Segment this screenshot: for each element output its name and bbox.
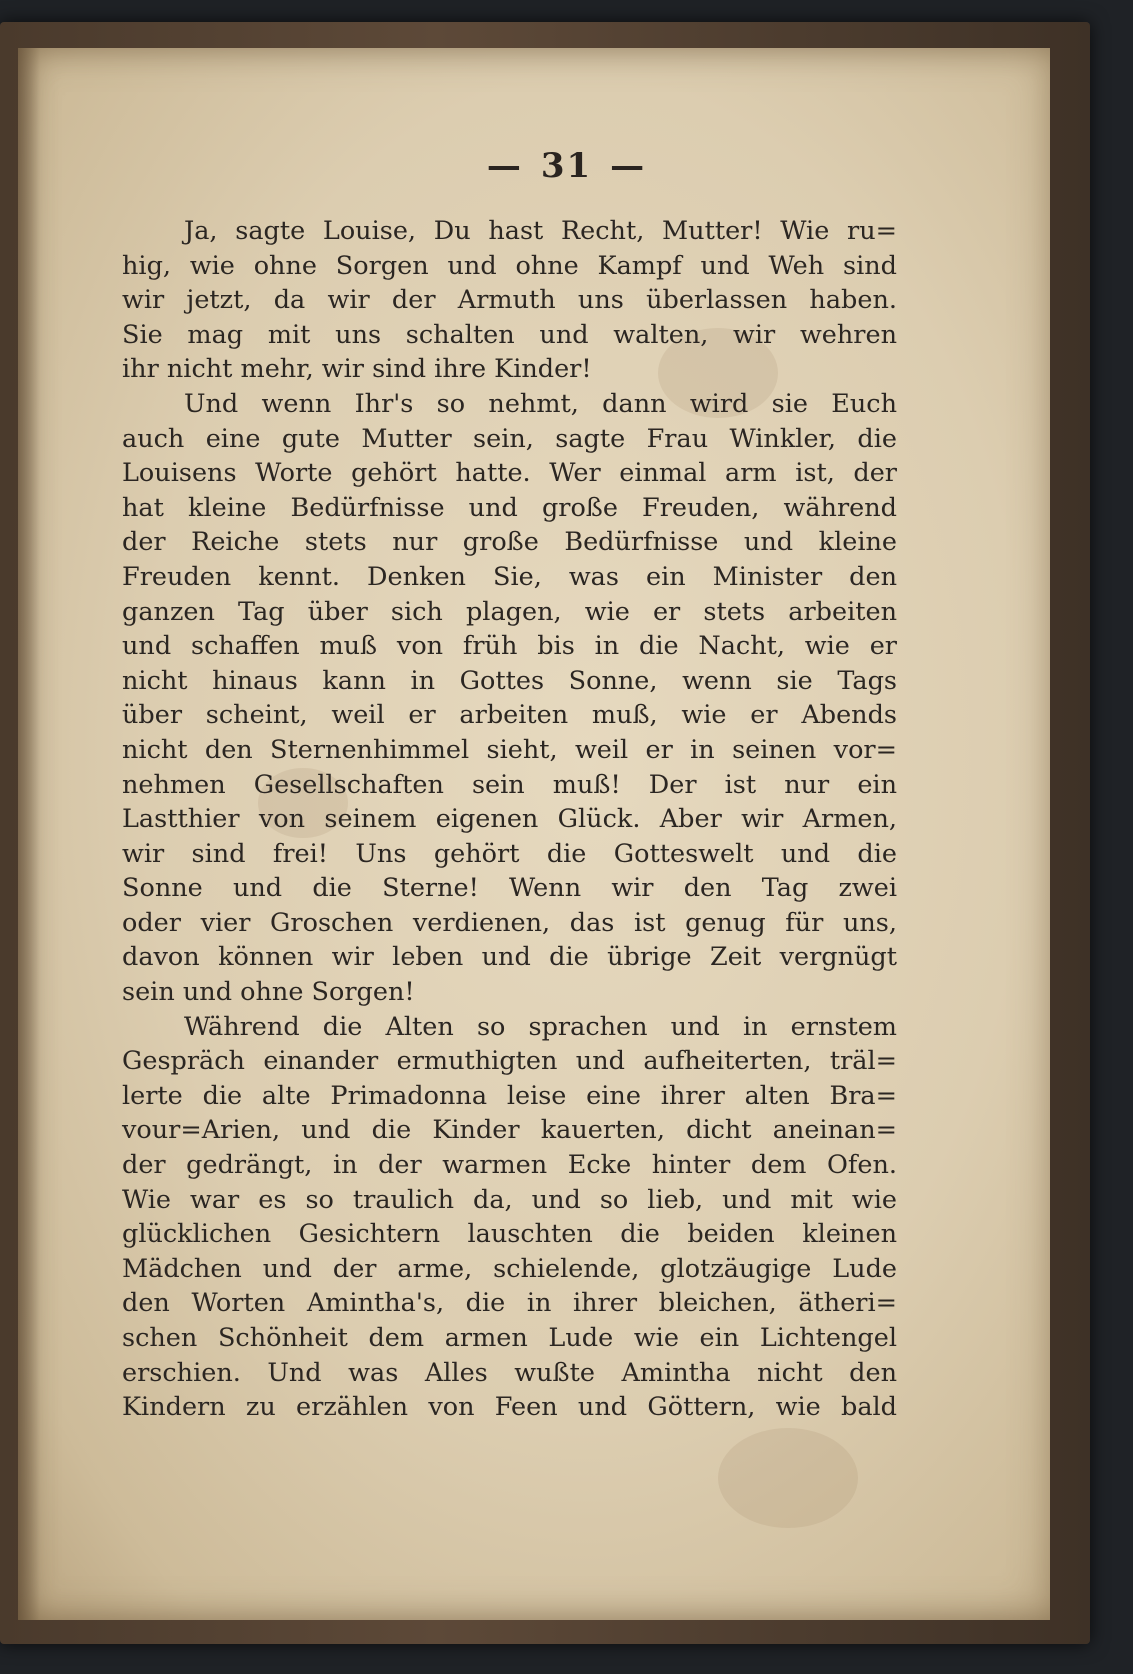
text-line: wir jetzt, da wir der Armuth uns überlassen haben. (122, 285, 897, 316)
text-line: vour=Arien, und die Kinder kauerten, dicht aneinan= (122, 1115, 897, 1146)
text-line: glücklichen Gesichtern lauschten die beiden kleinen (122, 1219, 897, 1250)
text-line: Lastthier von seinem eigenen Glück. Aber wir Armen, (122, 804, 897, 835)
text-line: lerte die alte Primadonna leise eine ihrer alten Bra= (122, 1080, 897, 1111)
text-line: erschien. Und was Alles wußte Amintha nicht den (122, 1357, 897, 1388)
text-line: über scheint, weil er arbeiten muß, wie er Abends (122, 700, 897, 731)
text-line: Mädchen und der arme, schielende, glotzäugige Lude (122, 1253, 897, 1284)
page-header (0, 146, 1133, 186)
text-line: hig, wie ohne Sorgen und ohne Kampf und Weh sind (122, 250, 897, 281)
text-line: nehmen Gesellschaften sein muß! Der ist nur ein (122, 769, 897, 800)
text-line: Sie mag mit uns schalten und walten, wir wehren (122, 319, 897, 350)
body-text (122, 214, 897, 1425)
text-line: Freuden kennt. Denken Sie, was ein Minister den (122, 561, 897, 592)
text-line: Und wenn Ihr's so nehmt, dann wird sie Euch (184, 388, 897, 419)
text-line: ganzen Tag über sich plagen, wie er stets arbeiten (122, 596, 897, 627)
text-line: und schaffen muß von früh bis in die Nacht, wie er (122, 631, 897, 662)
text-line: den Worten Amintha's, die in ihrer bleichen, ätheri= (122, 1288, 897, 1319)
text-line: Gespräch einander ermuthigten und aufheiterten, träl= (122, 1046, 897, 1077)
paper-stain (718, 1428, 858, 1528)
text-line: Wie war es so traulich da, und so lieb, und mit wie (122, 1184, 897, 1215)
text-line: schen Schönheit dem armen Lude wie ein Lichtengel (122, 1323, 897, 1353)
page-gutter-shadow (18, 48, 40, 1620)
text-line: nicht hinaus kann in Gottes Sonne, wenn sie Tags (122, 665, 897, 696)
text-line: der gedrängt, in der warmen Ecke hinter dem Ofen. (122, 1150, 897, 1181)
text-line: wir sind frei! Uns gehört die Gotteswelt und die (122, 838, 897, 869)
text-line: oder vier Groschen verdienen, das ist genug für uns, (122, 907, 897, 938)
text-line: nicht den Sternenhimmel sieht, weil er in seinen vor= (122, 734, 897, 765)
text-line: Ja, sagte Louise, Du hast Recht, Mutter! Wie ru= (184, 216, 897, 246)
text-line: auch eine gute Mutter sein, sagte Frau Winkler, die (122, 423, 897, 454)
text-line: Während die Alten so sprachen und in ernstem (184, 1011, 897, 1042)
text-line: der Reiche stets nur große Bedürfnisse und kleine (122, 527, 897, 558)
header-dash-left: — (486, 146, 523, 186)
text-line: Louisens Worte gehört hatte. Wer einmal arm ist, der (122, 458, 897, 489)
text-line: Kindern zu erzählen von Feen und Göttern, wie bald (122, 1392, 897, 1423)
header-dash-right: — (610, 146, 647, 186)
text-line: sein und ohne Sorgen! (122, 977, 415, 1008)
page-number: 31 (540, 146, 593, 186)
text-line: hat kleine Bedürfnisse und große Freuden, während (122, 492, 897, 523)
text-line: davon können wir leben und die übrige Zeit vergnügt (122, 942, 897, 973)
text-line: Sonne und die Sterne! Wenn wir den Tag zwei (122, 873, 897, 904)
text-line: ihr nicht mehr, wir sind ihre Kinder! (122, 354, 592, 385)
